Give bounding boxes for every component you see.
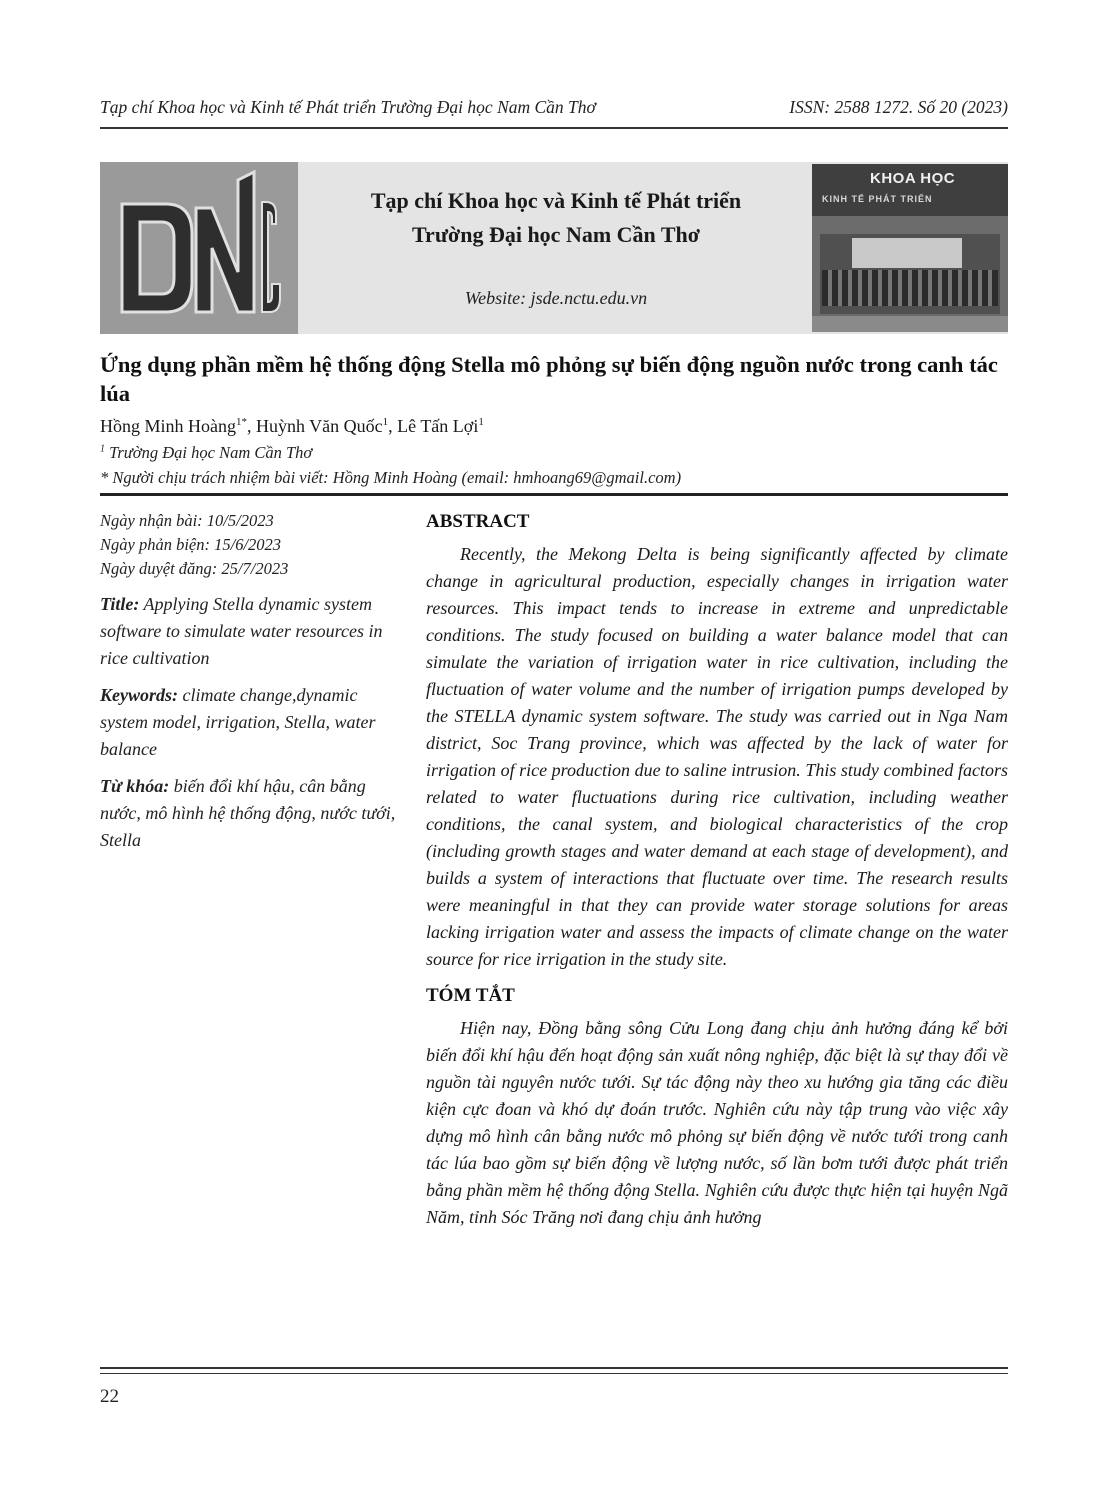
journal-name <box>298 184 814 252</box>
review-date: Ngày phản biện: 15/6/2023 <box>100 535 282 554</box>
tukhoa-text: biến đổi khí hậu, cân bằng nước, mô hình hệ thống động, nước tưới, Stella <box>100 776 396 850</box>
tukhoa-label: Từ khóa: <box>100 776 170 796</box>
journal-website[interactable]: Website: jsde.nctu.edu.vn <box>464 288 648 308</box>
cover-stage-banner <box>852 238 962 268</box>
abstract-column <box>426 509 1008 1231</box>
tomtat-heading: TÓM TẮT <box>426 985 515 1006</box>
tukhoa-block <box>100 773 400 854</box>
cover-footer-band <box>812 316 1008 332</box>
footer-rule <box>100 1367 1008 1369</box>
article-sidebar <box>100 509 400 854</box>
received-date: Ngày nhận bài: 10/5/2023 <box>100 511 274 530</box>
abstract-heading: ABSTRACT <box>426 511 530 532</box>
affiliation-text: Trường Đại học Nam Cần Thơ <box>105 443 313 462</box>
header-rule <box>100 127 1008 129</box>
author-name: Huỳnh Văn Quốc <box>256 416 383 436</box>
tomtat-body: Hiện nay, Đồng bằng sông Cửu Long đang chịu ảnh hưởng đáng kể bởi biến đổi khí hậu đến hoạt động sản xuất nông nghiệp, đặc biệt là sự thay đổi về nguồn tài nguyên nước tưới. Sự tác động này theo xu hướng gia tăng các điều kiện cực đoan và khó dự đoán trước. Nghiên cứu này tập trung vào việc xây dựng mô hình cân bằng nước mô phỏng sự biến động về nước tưới trong canh tác lúa bao gồm sự biến động về lượng nước, số lần bơm tưới được phát triển bằng phần mềm hệ thống động Stella. Nghiên cứu được thực hiện tại huyện Ngã Năm, tỉnh Sóc Trăng nơi đang chịu ảnh hưởng <box>426 1018 1008 1227</box>
author-affil-mark: 1 <box>478 416 484 428</box>
cover-brand: KHOA HỌC <box>870 170 956 187</box>
title-label: Title: <box>100 594 140 614</box>
title-rule <box>100 493 1008 496</box>
keywords-label: Keywords: <box>100 685 178 705</box>
author-affil-mark: 1* <box>236 416 247 428</box>
keywords-text: climate change,dynamic system model, irrigation, Stella, water balance <box>100 685 376 759</box>
cover-subtitle: KINH TẾ PHÁT TRIỂN <box>822 194 933 204</box>
author-affil-mark: 1 <box>382 416 389 428</box>
journal-running-title: Tạp chí Khoa học và Kinh tế Phát triển Trường Đại học Nam Cần Thơ <box>100 97 596 117</box>
author-name: Hồng Minh Hoàng <box>100 416 236 436</box>
footer-rule-thin <box>100 1373 1008 1374</box>
author-name: Lê Tấn Lợi <box>397 416 479 436</box>
author-list <box>100 416 484 437</box>
english-title-block <box>100 591 400 672</box>
author-separator: , <box>247 416 256 436</box>
abstract-body: Recently, the Mekong Delta is being significantly affected by climate change in agricultural production, especially changes in irrigation water resources. This impact tends to increase in extreme and unpredictable conditions. The study focused on building a water balance model that can simulate the variation of irrigation water in rice cultivation, including the fluctuation of water volume and the number of irrigation pumps developed by the STELLA dynamic system software. The study was carried out in Nga Nam district, Soc Trang province, which was affected by the lack of water for irrigation of rice production due to saline intrusion. This study combined factors related to water fluctuations during rice cultivation, including weather conditions, the canal system, and biological characteristics of the crop (including growth stages and water demand at each stage of development), and builds a system of interactions that fluctuate over time. The research results were meaningful in that they can provide water storage solutions for areas lacking irrigation water and assess the impacts of climate change on the water source for rice irrigation in the study site. <box>426 544 1008 969</box>
keywords-block <box>100 682 400 763</box>
journal-banner <box>100 162 1008 334</box>
journal-name-line1: Tạp chí Khoa học và Kinh tế Phát triển <box>370 188 742 213</box>
affiliation <box>100 443 312 463</box>
issn-label: ISSN: 2588 1272. Số 20 (2023) <box>789 97 1008 117</box>
page-number: 22 <box>100 1386 119 1407</box>
running-header <box>100 97 1008 123</box>
journal-cover-image <box>812 164 1008 332</box>
english-title: Applying Stella dynamic system software to simulate water resources in rice cultivation <box>100 594 383 668</box>
cover-crowd <box>822 270 998 306</box>
article-dates <box>100 509 400 581</box>
dnc-logo <box>100 162 298 334</box>
article-title: Ứng dụng phần mềm hệ thống động Stella mô phỏng sự biến động nguồn nước trong canh tác lúa <box>100 352 998 406</box>
corresponding-author: * Người chịu trách nhiệm bài viết: Hồng Minh Hoàng (email: hmhoang69@gmail.com) <box>100 468 682 487</box>
journal-name-line2: Trường Đại học Nam Cần Thơ <box>412 222 700 247</box>
author-separator: , <box>388 416 398 436</box>
accepted-date: Ngày duyệt đăng: 25/7/2023 <box>100 559 289 578</box>
affiliation-mark: 1 <box>100 443 105 455</box>
dnc-logo-icon <box>100 162 298 334</box>
